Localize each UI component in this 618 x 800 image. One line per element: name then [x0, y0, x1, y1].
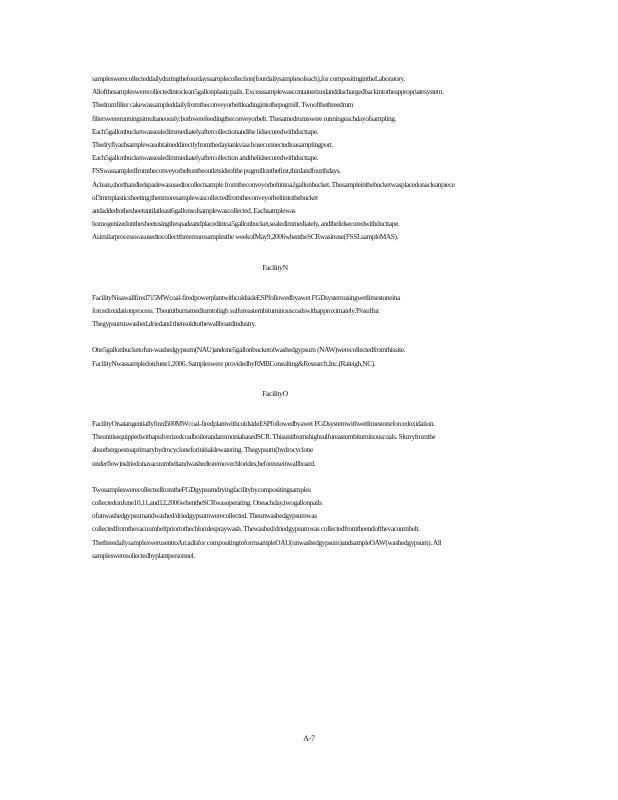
paragraph-gap	[92, 470, 458, 483]
paragraph-facility-o-samples: TwosampleswerecollectedfromtheFGDgypsumdryingfacilitybycompositingsamples collectedonJune10,11,and12,2006whentheSCRwasoperating. Oneachday,twogallonpails ofunwashedgypsumandwashed/driedgypsumwerecollected. Theunwashedgypsumwas collectedfromthevacuumbeltpriortothechloridespraywash. Thewashed/driedgypsumwas collectedfromtheendofthevacuumbelt. ThethreedailysampleswerusenttoArcadisfor compositingtoformsampleOAU(unwashedgypsum)andsampleOAW(washedgypsum). All samplesweresollectedbyplantpersonnel.	[92, 484, 442, 560]
paragraph-gap	[92, 330, 458, 343]
paragraph-sample-collection: sampleswerecollecteddailyduringthefourdayssamplecollection(fourdailysamplesofeach),for compositingintheLaboratory. Allofthesampleswerecollectedintoclean5gallonplasticpails. Excesssamplewascontainerizedanddischargedbackintotheappropriatesystem. Thedrumfilter cakewassampleddailyfromtheconveyorbeltleadingintothepugmill. Twoofthethreedrum filterswererunningsimultaneously;bothwerefeedingtheconveyorbelt. Thesamedrumswere runningeachdayofsampling. Each5gallonbucketwassealedimmediatelyaftercollectionandthe lidsecuredwithducttape. Thedryflyashsamplewasobtaineddirectlyfromthedaytankviaa hoseconnectedtoasamplingport. Each5gallonbucketwassealedimmediatelyaftercollection andthelidsecuredwithducttape. FSSwassampledfromtheconveyorbeltontheoutletsideofthe pugmillonthefirst,thirdandfourthdays. Aclean,shorthandledspadewasusedtocollectsample fromtheconveyorbeltintoa2gallonbucket. Thesampleinthebucketwasplacedonacleanpiece of3mmplasticsheeting;thenmoresamplewascollectedfromtheconveyorbeltintothebucket andaddedtothesheetuntilatleast6gallonsofsamplewascollected. Eachsamplewas homogenizedonthesheetusingthespadeandplacedintoa5gallonbucket,sealedimmediately, andthelidsecuredwithducttape. Asimilarprocesswasusedtocollectthreemoresamplesthe weekofMay9,2006whentheSCRwasinuse(FSSLsampleMAS).	[92, 74, 455, 242]
heading-facility-o: FacilityO	[262, 388, 288, 398]
paragraph-facility-o-description: FacilityOisatangentiallyfired500MWcoal-firedplantwithcoldsideESPfollowedbyawet FGDsystemwithwetlimestoneforcedoxidation. TheunitisequippedwithapulverizedcoalboilerandammoniabasedSCR. Thisunitburnshighsulfureasternbituminouscoals. Slurryfromthe absorbergoestoaprimaryhydrocycloneforinitialdewatering. Thegypsum(hydrocyclone underflow)isdriedonavacuumbeltandwashedtoremovechlorides,beforeuseinwallboard.	[92, 419, 436, 468]
page-number: A-7	[303, 734, 315, 743]
page-body	[92, 72, 458, 562]
paragraph-facility-n-description: FacilityNisawallfired715MWcoal-firedpowerplantwithcoldsideESPfollowedbyawet FGDsystemusingwetlimestoneina forcedoxidationprocess. Theunitburnsmediumtohigh sulfureasternbituminouscoalswithapproximately3%sulfur. Thegypsumiswashed,driedand thensoldtothewallboardindustry.	[92, 292, 400, 329]
heading-facility-n: FacilityN	[262, 262, 288, 272]
paragraph-facility-n-samples: One5gallonbucketofun-washedgypsum(NAU)andone5gallonbucketofwashedgypsum (NAW)werecollectedfromthissite. FacilityNwassampledonJune1,2006. Sampleswere providedbyRMBConsulting&Research,Inc.(Raleigh,NC).	[92, 345, 406, 368]
